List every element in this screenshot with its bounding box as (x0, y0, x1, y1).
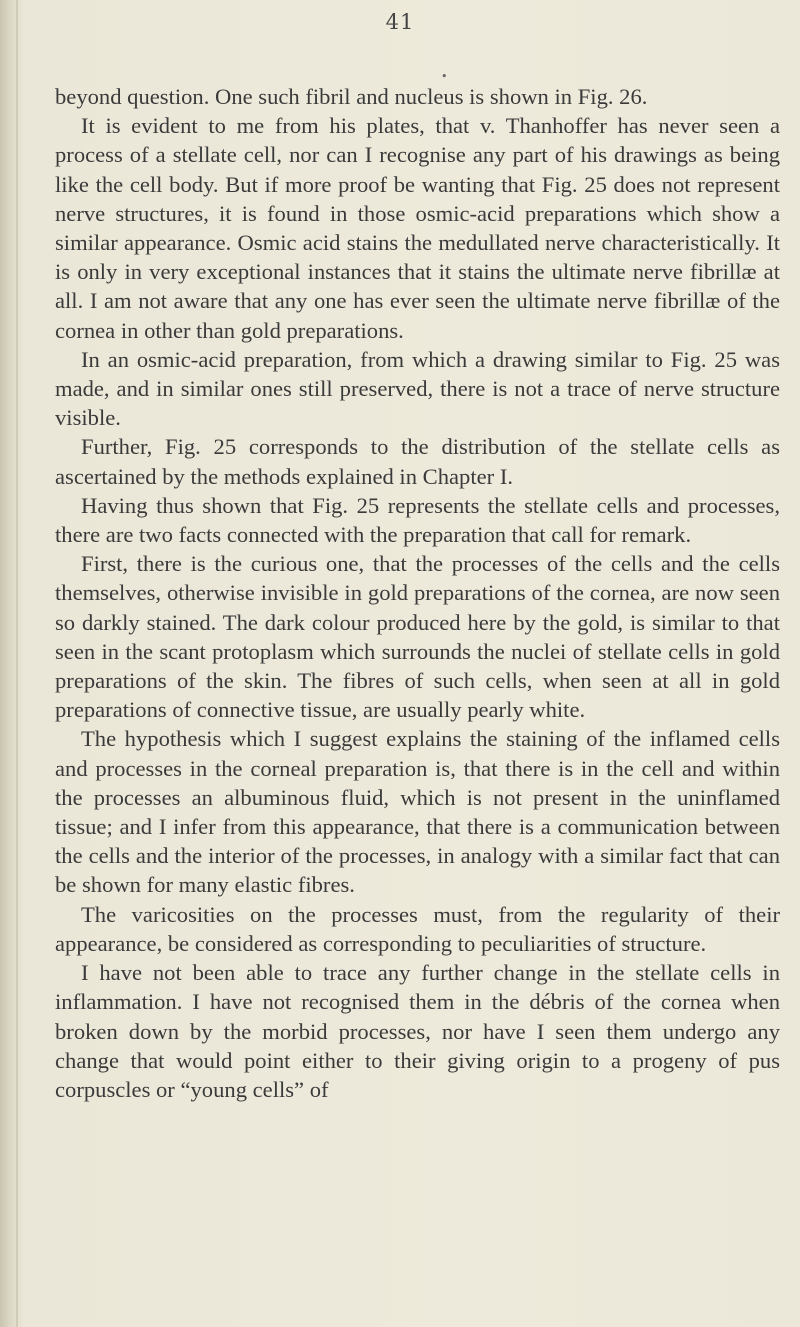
paragraph: I have not been able to trace any further change in the stellate cells in inflammation. I have not recognised them in the débris of the cornea when broken down by the morbid processes, nor have I seen them undergo any change that would point either to their giving origin to a progeny of pus corpuscles or “young cells” of (55, 960, 780, 1102)
paragraph: Further, Fig. 25 corresponds to the distribution of the stellate cells as ascertained by the methods explained in Chapter I. (55, 434, 780, 489)
body-text (55, 82, 780, 1104)
paragraph: The hypothesis which I suggest explains the staining of the inflamed cells and processes in the corneal preparation is, that there is in the cell and within the processes an albuminous fluid, which is not present in the uninflamed tissue; and I infer from this appearance, that there is a communication between the cells and the interior of the processes, in analogy with a similar fact that can be shown for many elastic fibres. (55, 726, 780, 898)
paragraph: The varicosities on the processes must, from the regularity of their appearance, be considered as corresponding to peculiarities of structure. (55, 901, 780, 956)
binding-gutter (16, 0, 18, 1327)
printer-mark: • (441, 70, 448, 83)
paragraph: It is evident to me from his plates, that v. Thanhoffer has never seen a process of a stellate cell, nor can I recognise any part of his drawings as being like the cell body. But if more proof be wanting that Fig. 25 does not represent nerve structures, it is found in those osmic-acid preparations which show a similar appearance. Osmic acid stains the medullated nerve characteristically. It is only in very exceptional instances that it stains the ultimate nerve fibrillæ at all. I am not aware that any one has ever seen the ultimate nerve fibrillæ of the cornea in other than gold preparations. (55, 113, 780, 343)
paragraph: In an osmic-acid preparation, from which a drawing similar to Fig. 25 was made, and in similar ones still preserved, there is not a trace of nerve structure visible. (55, 346, 780, 431)
paragraph: First, there is the curious one, that the processes of the cells and the cells themselves, otherwise invisible in gold preparations of the cornea, are now seen so darkly stained. The dark colour produced here by the gold, is similar to that seen in the scant protoplasm which surrounds the nuclei of stellate cells in gold preparations of the skin. The fibres of such cells, when seen at all in gold preparations of connective tissue, are usually pearly white. (55, 551, 780, 723)
page-number: 41 (385, 10, 415, 34)
paragraph: Having thus shown that Fig. 25 represents the stellate cells and processes, there are two facts connected with the preparation that call for remark. (55, 492, 780, 548)
paragraph-continued: beyond question. One such fibril and nucleus is shown in Fig. 26. (55, 84, 648, 109)
